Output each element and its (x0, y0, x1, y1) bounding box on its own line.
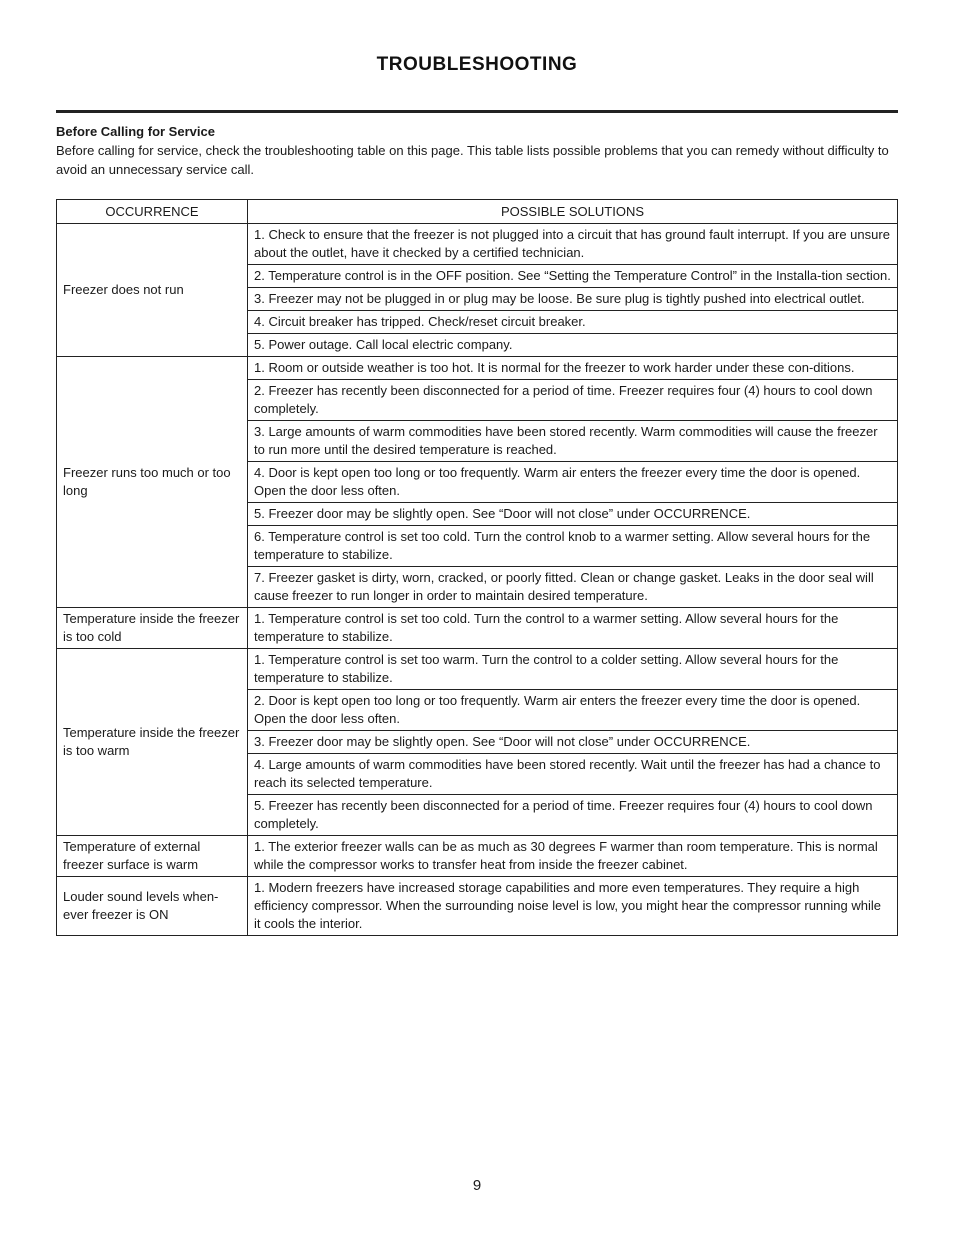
solution-cell: 3. Freezer may not be plugged in or plug may be loose. Be sure plug is tightly pushed into electrical outlet. (248, 288, 898, 311)
intro-text: Before calling for service, check the troubleshooting table on this page. This table lists possible problems that you can remedy without difficulty to avoid an unnecessary service call. (56, 143, 889, 177)
solution-cell: 1. Room or outside weather is too hot. It is normal for the freezer to work harder under these con-ditions. (248, 357, 898, 380)
table-row (57, 877, 898, 936)
solution-cell: 5. Freezer door may be slightly open. See “Door will not close” under OCCURRENCE. (248, 503, 898, 526)
solutions-header: POSSIBLE SOLUTIONS (248, 200, 898, 224)
table-body (57, 224, 898, 936)
solution-cell: 5. Freezer has recently been disconnected for a period of time. Freezer requires four (4) hours to cool down completely. (248, 795, 898, 836)
page-number: 9 (472, 1177, 482, 1194)
solution-cell: 2. Freezer has recently been disconnected for a period of time. Freezer requires four (4) hours to cool down completely. (248, 380, 898, 421)
solution-cell: 7. Freezer gasket is dirty, worn, cracked, or poorly fitted. Clean or change gasket. Leaks in the door seal will cause freezer to run longer in order to maintain desired temperature. (248, 567, 898, 608)
table-row (57, 224, 898, 265)
intro-section (56, 122, 898, 179)
table-row (57, 608, 898, 649)
page-title: TROUBLESHOOTING (376, 54, 578, 75)
table-row (57, 836, 898, 877)
occurrence-header: OCCURRENCE (57, 200, 248, 224)
solution-cell: 3. Large amounts of warm commodities have been stored recently. Warm commodities will cause the freezer to run more until the desired temperature is reached. (248, 421, 898, 462)
solution-cell: 1. Modern freezers have increased storage capabilities and more even temperatures. They require a high efficiency compressor. When the surrounding noise level is low, you might hear the compressor running while it cools the interior. (248, 877, 898, 936)
table-header-row (57, 200, 898, 224)
solution-cell: 6. Temperature control is set too cold. Turn the control knob to a warmer setting. Allow several hours for the temperature to stabilize. (248, 526, 898, 567)
title-divider (56, 110, 898, 113)
occurrence-cell: Temperature inside the freezer is too cold (57, 608, 248, 649)
table-row (57, 649, 898, 690)
table-row (57, 357, 898, 380)
solution-cell: 5. Power outage. Call local electric company. (248, 334, 898, 357)
occurrence-cell: Freezer runs too much or too long (57, 357, 248, 608)
solution-cell: 1. The exterior freezer walls can be as much as 30 degrees F warmer than room temperature. This is normal while the compressor works to transfer heat from inside the freezer cabinet. (248, 836, 898, 877)
solution-cell: 2. Door is kept open too long or too frequently. Warm air enters the freezer every time the door is opened. Open the door less often. (248, 690, 898, 731)
solution-cell: 3. Freezer door may be slightly open. See “Door will not close” under OCCURRENCE. (248, 731, 898, 754)
occurrence-cell: Temperature inside the freezer is too warm (57, 649, 248, 836)
occurrence-cell: Freezer does not run (57, 224, 248, 357)
solution-cell: 1. Check to ensure that the freezer is not plugged into a circuit that has ground fault interrupt. If you are unsure about the outlet, have it checked by a certified technician. (248, 224, 898, 265)
solution-cell: 4. Circuit breaker has tripped. Check/reset circuit breaker. (248, 311, 898, 334)
occurrence-cell: Temperature of external freezer surface is warm (57, 836, 248, 877)
troubleshooting-table (56, 199, 898, 936)
solution-cell: 2. Temperature control is in the OFF position. See “Setting the Temperature Control” in the Installa-tion section. (248, 265, 898, 288)
solution-cell: 4. Door is kept open too long or too frequently. Warm air enters the freezer every time the door is opened. Open the door less often. (248, 462, 898, 503)
solution-cell: 4. Large amounts of warm commodities have been stored recently. Wait until the freezer has had a chance to reach its selected temperature. (248, 754, 898, 795)
intro-heading: Before Calling for Service (56, 124, 215, 139)
solution-cell: 1. Temperature control is set too cold. Turn the control to a warmer setting. Allow several hours for the temperature to stabilize. (248, 608, 898, 649)
occurrence-cell: Louder sound levels when-ever freezer is ON (57, 877, 248, 936)
solution-cell: 1. Temperature control is set too warm. Turn the control to a colder setting. Allow several hours for the temperature to stabilize. (248, 649, 898, 690)
